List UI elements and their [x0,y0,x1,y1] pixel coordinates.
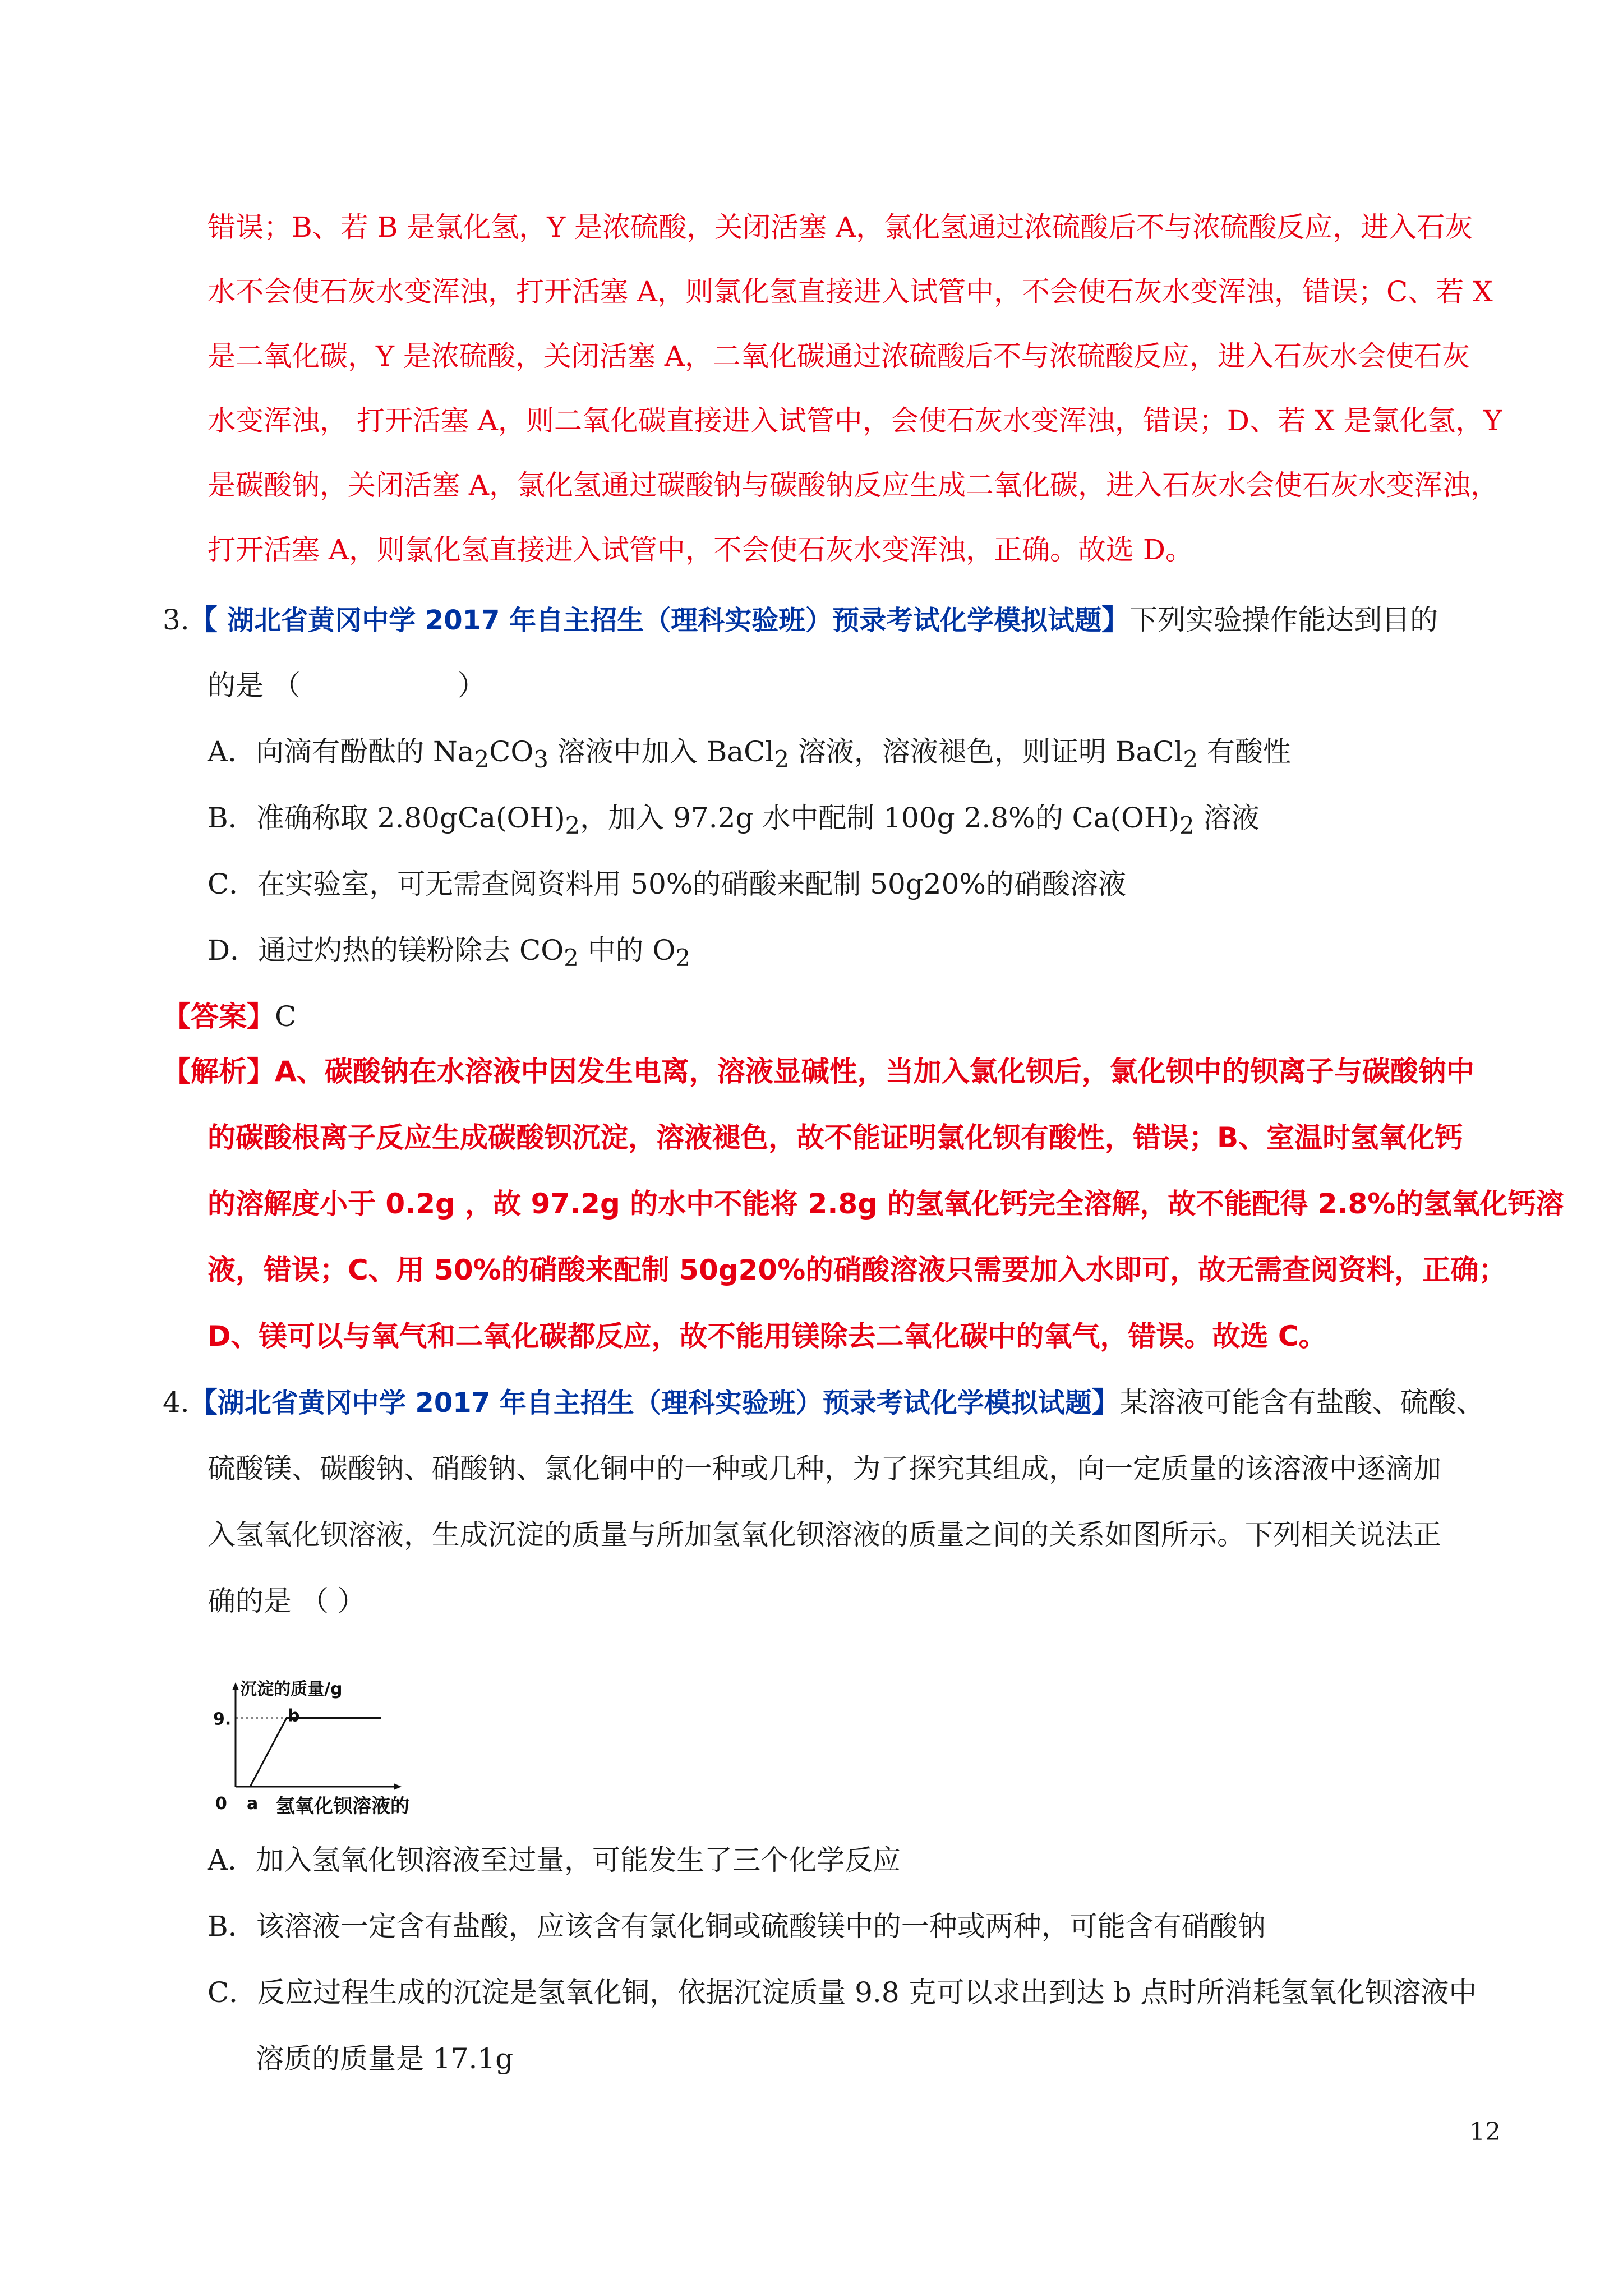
q3-stem-end: 下列实验操作能达到目的 [1129,604,1438,636]
q4-number: 4. [163,1386,190,1419]
q4-option-a: A．加入氢氧化钡溶液至过量，可能发生了三个化学反应 [208,1844,901,1876]
q3-answer-label: 【答案】 [163,1000,275,1033]
y-axis-arrow [232,1682,239,1690]
origin-label: 0 [215,1794,227,1814]
q3-analysis-label: 【解析】 [163,1055,275,1088]
q3-number: 3. [163,604,190,636]
q4-stem-line-3: 入氢氧化钡溶液，生成沉淀的质量与所加氢氧化钡溶液的质量之间的关系如图所示。下列相关说法正 [208,1519,1441,1551]
q2-solution-line-1: 错误；B、若 B 是氯化氢，Y 是浓硫酸，关闭活塞 A，氯化氢通过浓硫酸后不与浓硫酸反应，进入石灰 [208,211,1473,243]
q3-option-a: A．向滴有酚酞的 $Na_2CO_3$ 溶液中加入 BaCl$_2$ 溶液，溶液褪色，则证明 BaCl$_2$ 有酸性 [208,735,1291,773]
q3-source-title: 湖北省黄冈中学 2017 年自主招生（理科实验班）预录考试化学模拟试题 [227,605,1102,636]
q4-option-b: B．该溶液一定含有盐酸，应该含有氯化铜或硫酸镁中的一种或两种，可能含有硝酸钠 [208,1910,1266,1943]
q2-solution-line-4: 水变浑浊， 打开活塞 A，则二氧化碳直接进入试管中，会使石灰水变浑浊，错误；D、若 X 是氯化氢，Y [208,404,1502,437]
q3-stem-line-2 [208,669,486,702]
q3-analysis-line-4: 液，错误；C、用 50%的硝酸来配制 50g20%的硝酸溶液只需要加入水即可，故无需查阅资料，正确； [208,1254,1507,1286]
q3-title-open-bracket: 【 [189,604,228,636]
q4-source-title: 湖北省黄冈中学 2017 年自主招生（理科实验班）预录考试化学模拟试题 [217,1387,1092,1419]
q3-stem-paren-open: 的是 （ [208,669,301,702]
precipitate-line [236,1718,381,1787]
q3-analysis-text-1: A、碳酸钠在水溶液中因发生电离，溶液显碱性，当加入氯化钡后，氯化钡中的钡离子与碳酸钠中 [275,1055,1474,1088]
q4-stem-line-2: 硫酸镁、碳酸钠、硝酸钠、氯化铜中的一种或几种，为了探究其组成，向一定质量的该溶液中逐滴加 [208,1452,1441,1485]
q3-analysis-line-2: 的碳酸根离子反应生成碳酸钡沉淀，溶液褪色，故不能证明氯化钡有酸性，错误；B、室温时氢氧化钙 [208,1121,1463,1154]
q3-analysis-line-3: 的溶解度小于 0.2g ，故 97.2g 的水中不能将 2.8g 的氢氧化钙完全溶解，故不能配得 2.8%的氢氧化钙溶 [208,1188,1564,1220]
q3-option-d: D．通过灼热的镁粉除去 $CO_2$ 中的 $O_2$ [208,934,691,972]
q3-answer-value: C [275,1000,297,1033]
point-label-a: a [247,1794,259,1814]
x-axis-label: 氢氧化钡溶液的 [276,1795,409,1818]
q4-title-open-bracket: 【 [189,1386,218,1419]
q4-title-close-bracket: 】 [1091,1386,1120,1419]
q3-stem-line-1 [163,603,1438,637]
precipitate-chart [213,1677,505,1818]
point-label-b: b [288,1706,300,1726]
q4-stem-line-4: 确的是 （ ） [208,1585,366,1617]
q3-title-close-bracket: 】 [1101,604,1130,636]
page-number: 12 [1469,2118,1501,2146]
q3-stem-paren-close: ） [457,669,486,702]
q2-solution-line-2: 水不会使石灰水变浑浊，打开活塞 A，则氯化氢直接进入试管中，不会使石灰水变浑浊，错误；C、若 X [208,275,1493,308]
q4-stem-end: 某溶液可能含有盐酸、硫酸、 [1119,1386,1484,1419]
q3-answer [163,1000,296,1033]
q2-solution-line-6: 打开活塞 A，则氯化氢直接进入试管中，不会使石灰水变浑浊，正确。故选 D。 [208,533,1193,566]
y-tick-label: 9. [213,1709,232,1729]
q4-stem-line-1 [163,1386,1484,1420]
q3-analysis-line-1 [163,1055,1474,1088]
q3-option-b: B．准确称取 $2.80gCa(OH)_2$，加入 97.2g 水中配制 100g 2.8%的 $Ca(OH)_2$ 溶液 [208,802,1260,839]
q3-option-c: C．在实验室，可无需查阅资料用 50%的硝酸来配制 50g20%的硝酸溶液 [208,868,1126,900]
q2-solution-line-3: 是二氧化碳，Y 是浓硫酸，关闭活塞 A，二氧化碳通过浓硫酸后不与浓硫酸反应，进入石灰水会使石灰 [208,340,1470,372]
q4-option-c: C．反应过程生成的沉淀是氢氧化铜，依据沉淀质量 9.8 克可以求出到达 b 点时所消耗氢氧化钡溶液中 [208,1976,1477,2009]
q2-solution-line-5: 是碳酸钠，关闭活塞 A，氯化氢通过碳酸钠与碳酸钠反应生成二氧化碳，进入石灰水会使石灰水变浑浊， [208,469,1498,501]
y-axis-label: 沉淀的质量/g [240,1680,343,1699]
q4-option-c-cont: 溶质的质量是 17.1g [256,2042,514,2075]
x-axis-arrow [394,1783,402,1790]
q3-analysis-line-5: D、镁可以与氧气和二氧化碳都反应，故不能用镁除去二氧化碳中的氧气，错误。故选 C。 [208,1320,1327,1352]
